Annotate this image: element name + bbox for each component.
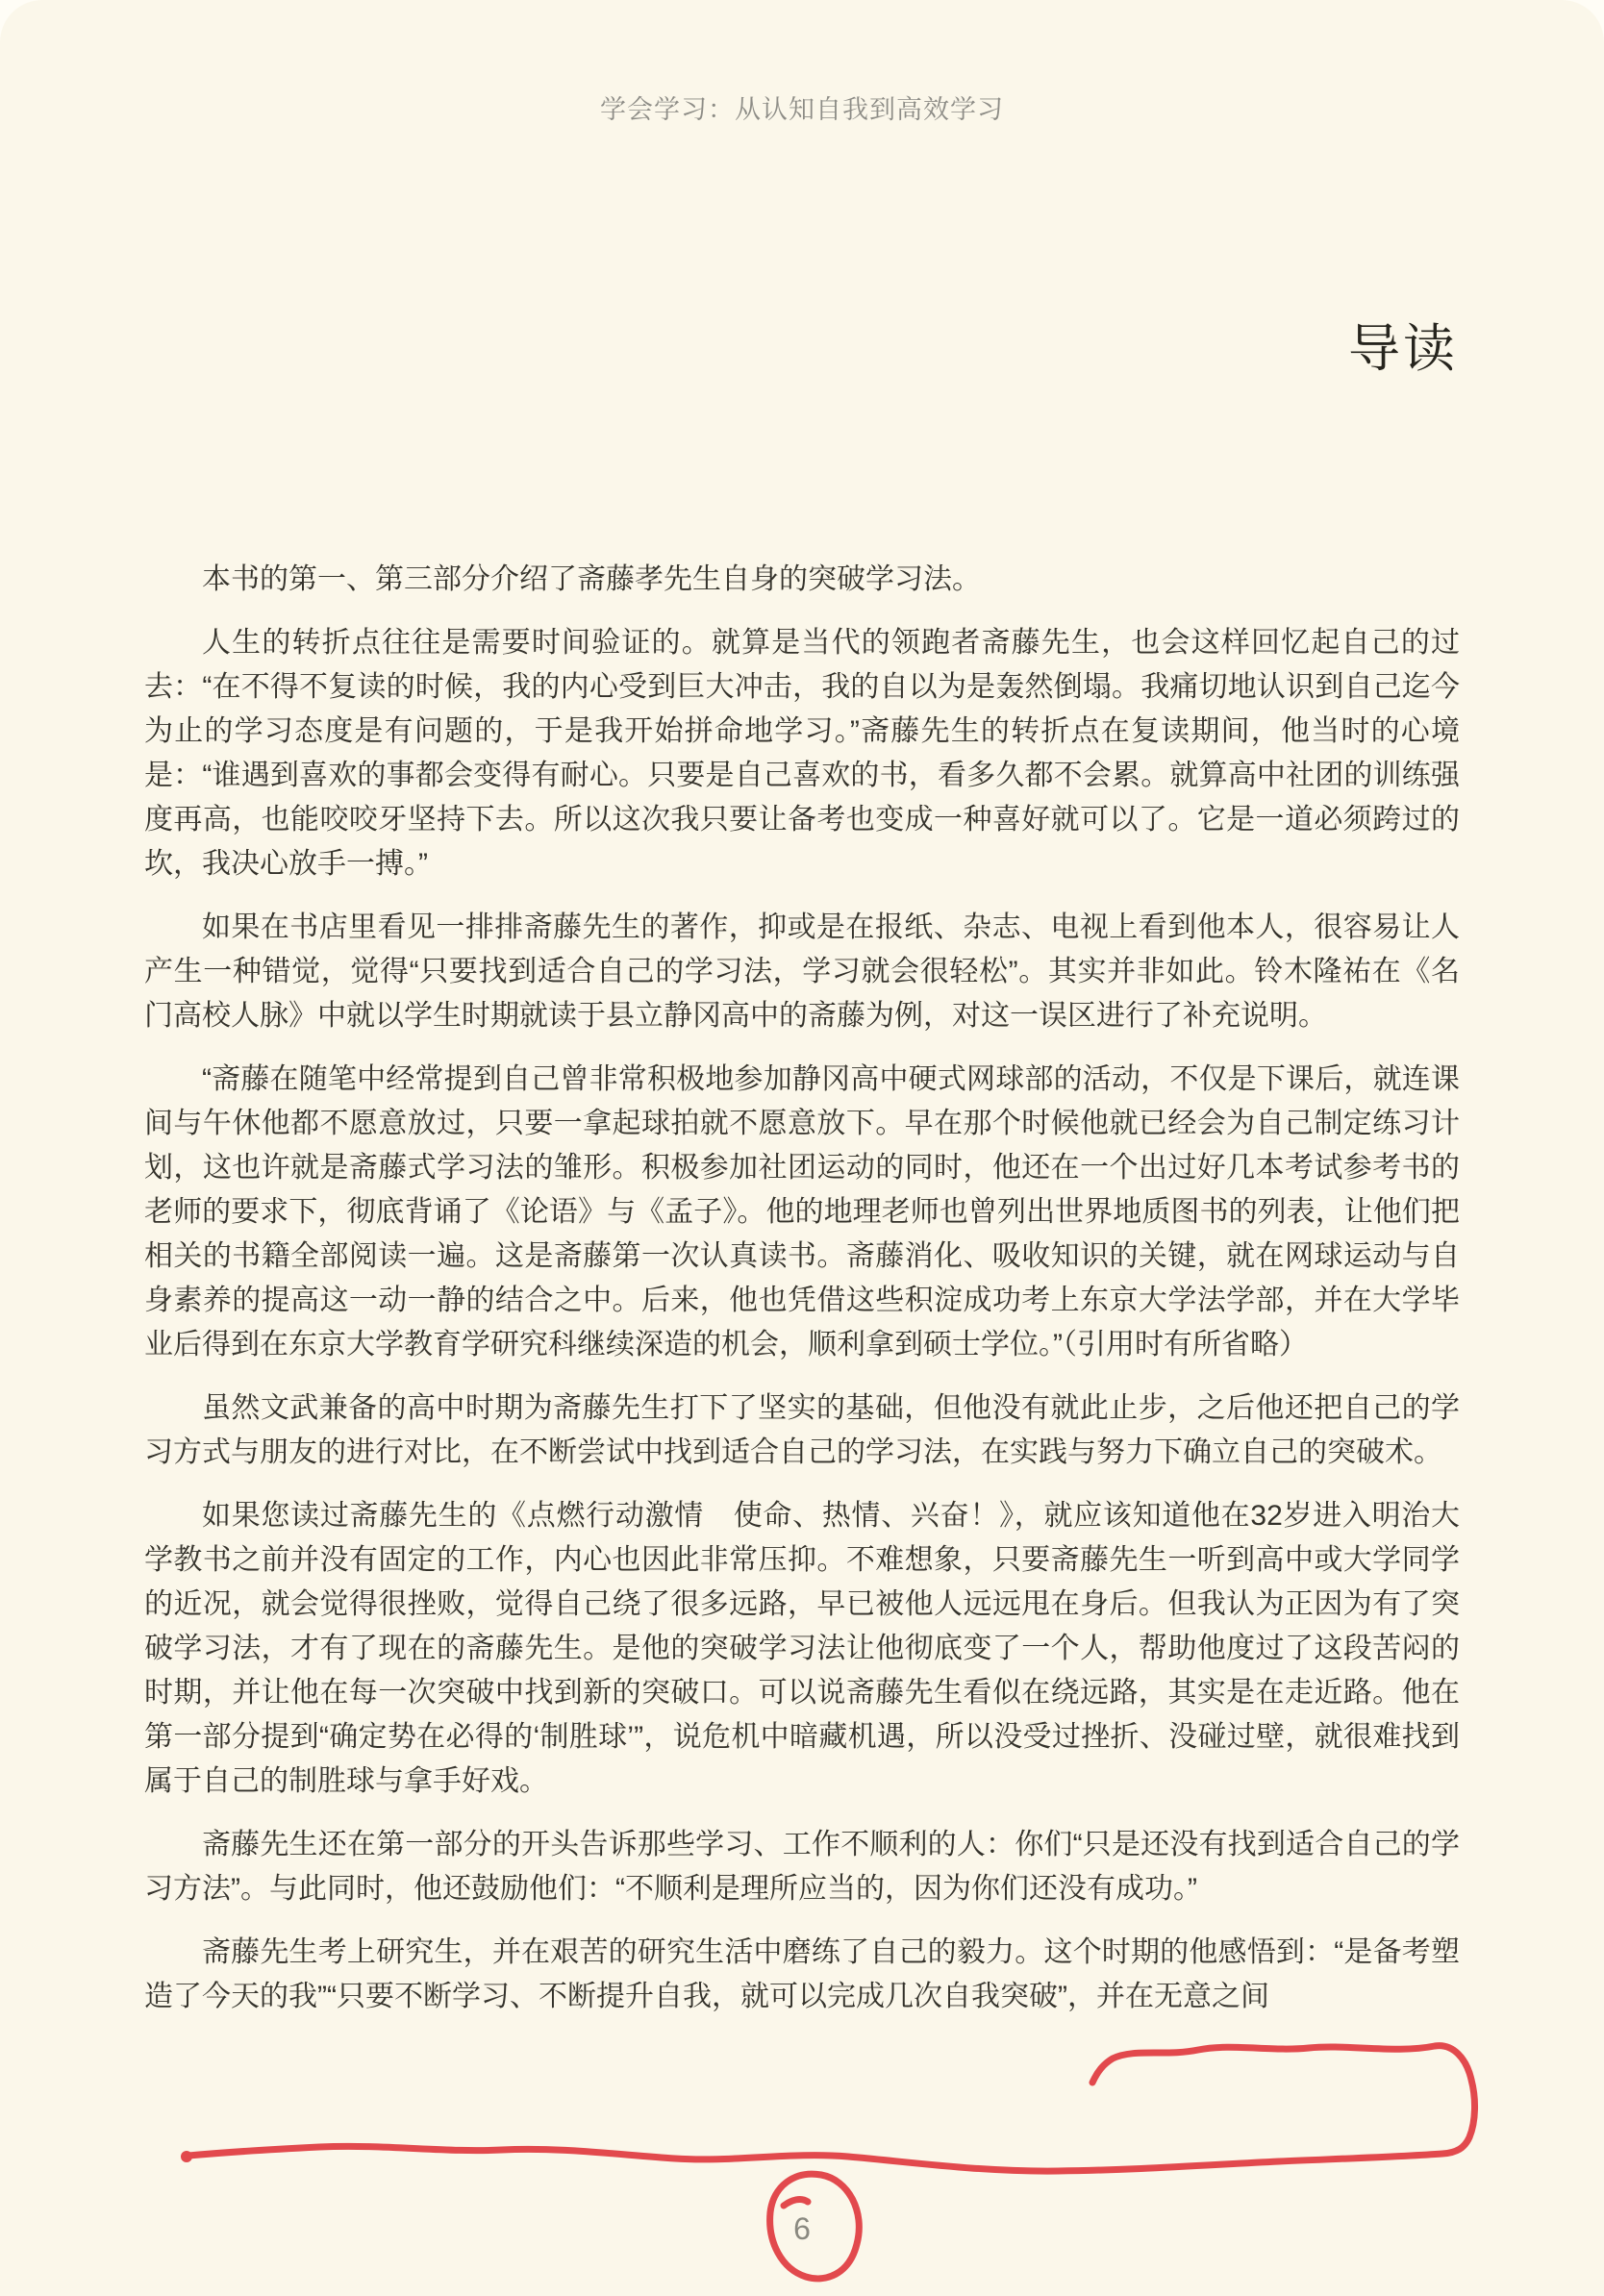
red-circle-tick xyxy=(784,2199,808,2206)
red-lasso-annotation xyxy=(188,2046,1475,2171)
paragraph: 斋藤先生还在第一部分的开头告诉那些学习、工作不顺利的人：你们“只是还没有找到适合自己的学习方法”。与此同时，他还鼓励他们：“不顺利是理所应当的，因为你们还没有成功。” xyxy=(144,1829,1460,1905)
body-text xyxy=(144,558,1460,2019)
running-header-book-title: 学会学习：从认知自我到高效学习 xyxy=(600,95,1004,124)
chapter-title: 导读 xyxy=(1348,320,1458,378)
paragraph: 斋藤先生考上研究生，并在艰苦的研究生活中磨练了自己的毅力。这个时期的他感悟到：“是备考塑造了今天的我”“只要不断学习、不断提升自我，就可以完成几次自我突破”，并在无意之间 xyxy=(144,1936,1460,2012)
paragraph: 如果您读过斋藤先生的《点燃行动激情 使命、热情、兴奋！》，就应该知道他在32岁进入明治大学教书之前并没有固定的工作，内心也因此非常压抑。不难想象，只要斋藤先生一听到高中或大学同学的近况，就会觉得很挫败，觉得自己绕了很多远路，早已被他人远远甩在身后。但我认为正因为有了突破学习法，才有了现在的斋藤先生。是他的突破学习法让他彻底变了一个人，帮助他度过了这段苦闷的时期，并让他在每一次突破中找到新的突破口。可以说斋藤先生看似在绕远路，其实是在走近路。他在第一部分提到“确定势在必得的‘制胜球’”，说危机中暗藏机遇，所以没受过挫折、没碰过壁，就很难找到属于自己的制胜球与拿手好戏。 xyxy=(144,1500,1460,1797)
paragraph: 人生的转折点往往是需要时间验证的。就算是当代的领跑者斋藤先生，也会这样回忆起自己的过去：“在不得不复读的时候，我的内心受到巨大冲击，我的自以为是轰然倒塌。我痛切地认识到自己迄今为止的学习态度是有问题的，于是我开始拼命地学习。”斋藤先生的转折点在复读期间，他当时的心境是：“谁遇到喜欢的事都会变得有耐心。只要是自己喜欢的书，看多久都不会累。就算高中社团的训练强度再高，也能咬咬牙坚持下去。所以这次我只要让备考也变成一种喜好就可以了。它是一道必须跨过的坎，我决心放手一搏。” xyxy=(144,627,1460,880)
page-number: 6 xyxy=(793,2211,811,2246)
paragraph: 虽然文武兼备的高中时期为斋藤先生打下了坚实的基础，但他没有就此止步，之后他还把自己的学习方式与朋友的进行对比，在不断尝试中找到适合自己的学习法，在实践与努力下确立自己的突破术。 xyxy=(144,1392,1460,1468)
paragraph: “斋藤在随笔中经常提到自己曾非常积极地参加静冈高中硬式网球部的活动，不仅是下课后，就连课间与午休他都不愿意放过，只要一拿起球拍就不愿意放下。早在那个时候他就已经会为自己制定练习计划，这也许就是斋藤式学习法的雏形。积极参加社团运动的同时，他还在一个出过好几本考试参考书的老师的要求下，彻底背诵了《论语》与《孟子》。他的地理老师也曾列出世界地质图书的列表，让他们把相关的书籍全部阅读一遍。这是斋藤第一次认真读书。斋藤消化、吸收知识的关键，就在网球运动与自身素养的提高这一动一静的结合之中。后来，他也凭借这些积淀成功考上东京大学法学部，并在大学毕业后得到在东京大学教育学研究科继续深造的机会，顺利拿到硕士学位。”（引用时有所省略） xyxy=(144,1063,1460,1360)
red-lasso-end-dot xyxy=(181,2151,192,2162)
paragraph: 本书的第一、第三部分介绍了斋藤孝先生自身的突破学习法。 xyxy=(202,563,981,595)
paragraph: 如果在书店里看见一排排斋藤先生的著作，抑或是在报纸、杂志、电视上看到他本人，很容易让人产生一种错觉，觉得“只要找到适合自己的学习法，学习就会很轻松”。其实并非如此。铃木隆祐在《名门高校人脉》中就以学生时期就读于县立静冈高中的斋藤为例，对这一误区进行了补充说明。 xyxy=(144,911,1460,1032)
